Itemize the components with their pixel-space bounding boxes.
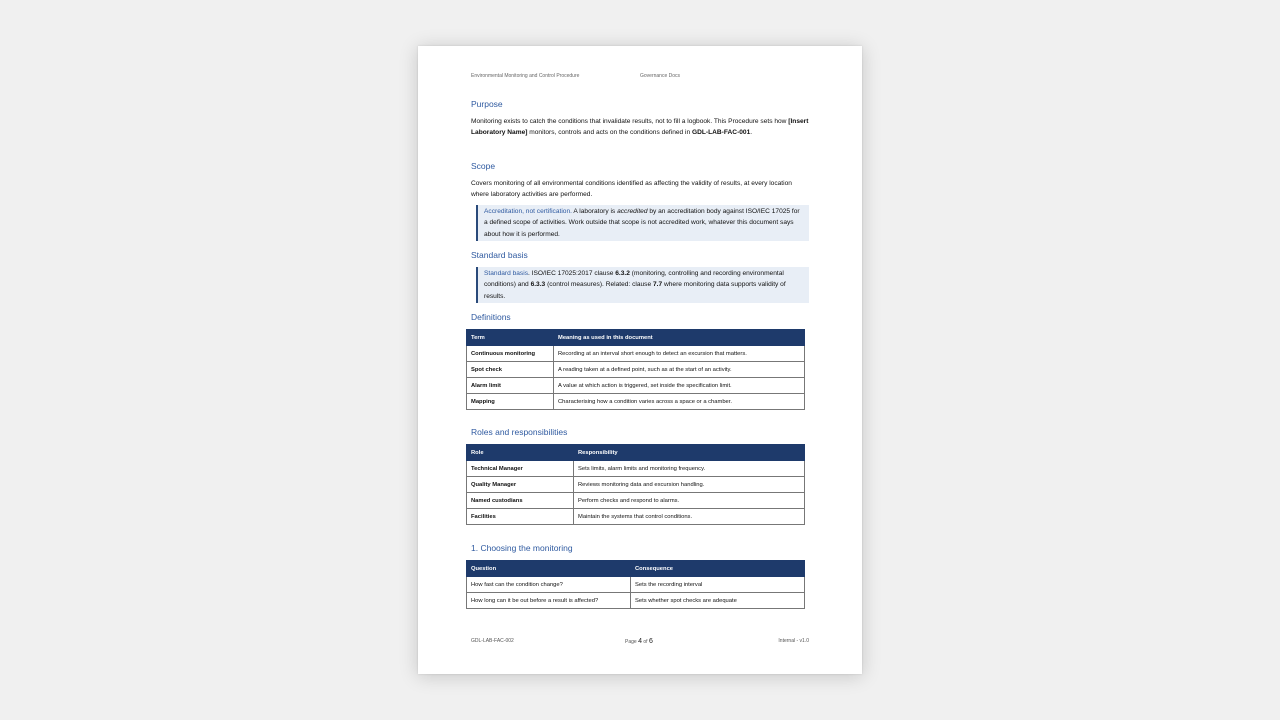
- table-row: Facilities Maintain the systems that control conditions.: [467, 509, 805, 525]
- document-page: [418, 46, 862, 674]
- footer-doc-id: GDL-LAB-FAC-002: [471, 638, 514, 644]
- table-row: Quality Manager Reviews monitoring data and excursion handling.: [467, 477, 805, 493]
- doc-reference: GDL-LAB-FAC-001: [692, 129, 751, 137]
- standard-heading: Standard basis: [471, 250, 528, 260]
- accreditation-callout: Accreditation, not certification. A laboratory is accredited by an accreditation body against ISO/IEC 17025 for a defined scope of activities. Work outside that scope is not accredited work, whatever this document says about how it is performed.: [476, 205, 809, 241]
- roles-heading: Roles and responsibilities: [471, 427, 568, 437]
- standard-callout: Standard basis. ISO/IEC 17025:2017 clause 6.3.2 (monitoring, controlling and recording environmental conditions) and 6.3.3 (control measures). Related: clause 7.7 where monitoring data supports validity of results.: [476, 267, 809, 303]
- choosing-heading: 1. Choosing the monitoring: [471, 543, 573, 553]
- table-row: Technical Manager Sets limits, alarm limits and monitoring frequency.: [467, 461, 805, 477]
- table-row: Spot check A reading taken at a defined point, such as at the start of an activity.: [467, 362, 805, 378]
- col-header: Term: [467, 330, 554, 346]
- table-row: Continuous monitoring Recording at an interval short enough to detect an excursion that matters.: [467, 346, 805, 362]
- page-number: Page 4 of 6: [625, 638, 653, 645]
- col-header: Role: [467, 445, 574, 461]
- standard-lead: Standard basis: [484, 270, 528, 277]
- col-header: Question: [467, 561, 631, 577]
- table-row: How long can it be out before a result is affected? Sets whether spot checks are adequate: [467, 593, 805, 609]
- callout-lead: Accreditation, not certification.: [484, 208, 572, 215]
- header-section: Governance Docs: [640, 73, 681, 79]
- scope-heading: Scope: [471, 161, 496, 171]
- roles-table: [466, 444, 805, 525]
- table-row: Mapping Characterising how a condition varies across a space or a chamber.: [467, 394, 805, 410]
- definitions-table: [466, 329, 805, 410]
- col-header: Consequence: [631, 561, 805, 577]
- scope-text: Covers monitoring of all environmental conditions identified as affecting the validity of results, at every location where laboratory activities are performed.: [471, 180, 792, 199]
- footer-version: Internal - v1.0: [778, 638, 809, 644]
- purpose-heading: Purpose: [471, 99, 503, 109]
- table-row: Alarm limit A value at which action is triggered, set inside the specification limit.: [467, 378, 805, 394]
- choosing-table: [466, 560, 805, 609]
- table-row: Named custodians Perform checks and respond to alarms.: [467, 493, 805, 509]
- col-header: Meaning as used in this document: [554, 330, 805, 346]
- col-header: Responsibility: [574, 445, 805, 461]
- table-row: How fast can the condition change? Sets the recording interval: [467, 577, 805, 593]
- lab-name-placeholder: [Insert Laboratory Name]: [471, 118, 809, 137]
- purpose-text: Monitoring exists to catch the conditions that invalidate results, not to fill a logbook. This Procedure sets how [Insert Laboratory Name] monitors, controls and acts on the conditions defined in GDL-LAB-FAC-001.: [471, 118, 809, 137]
- definitions-heading: Definitions: [471, 312, 511, 322]
- header-title: Environmental Monitoring and Control Procedure: [471, 73, 580, 79]
